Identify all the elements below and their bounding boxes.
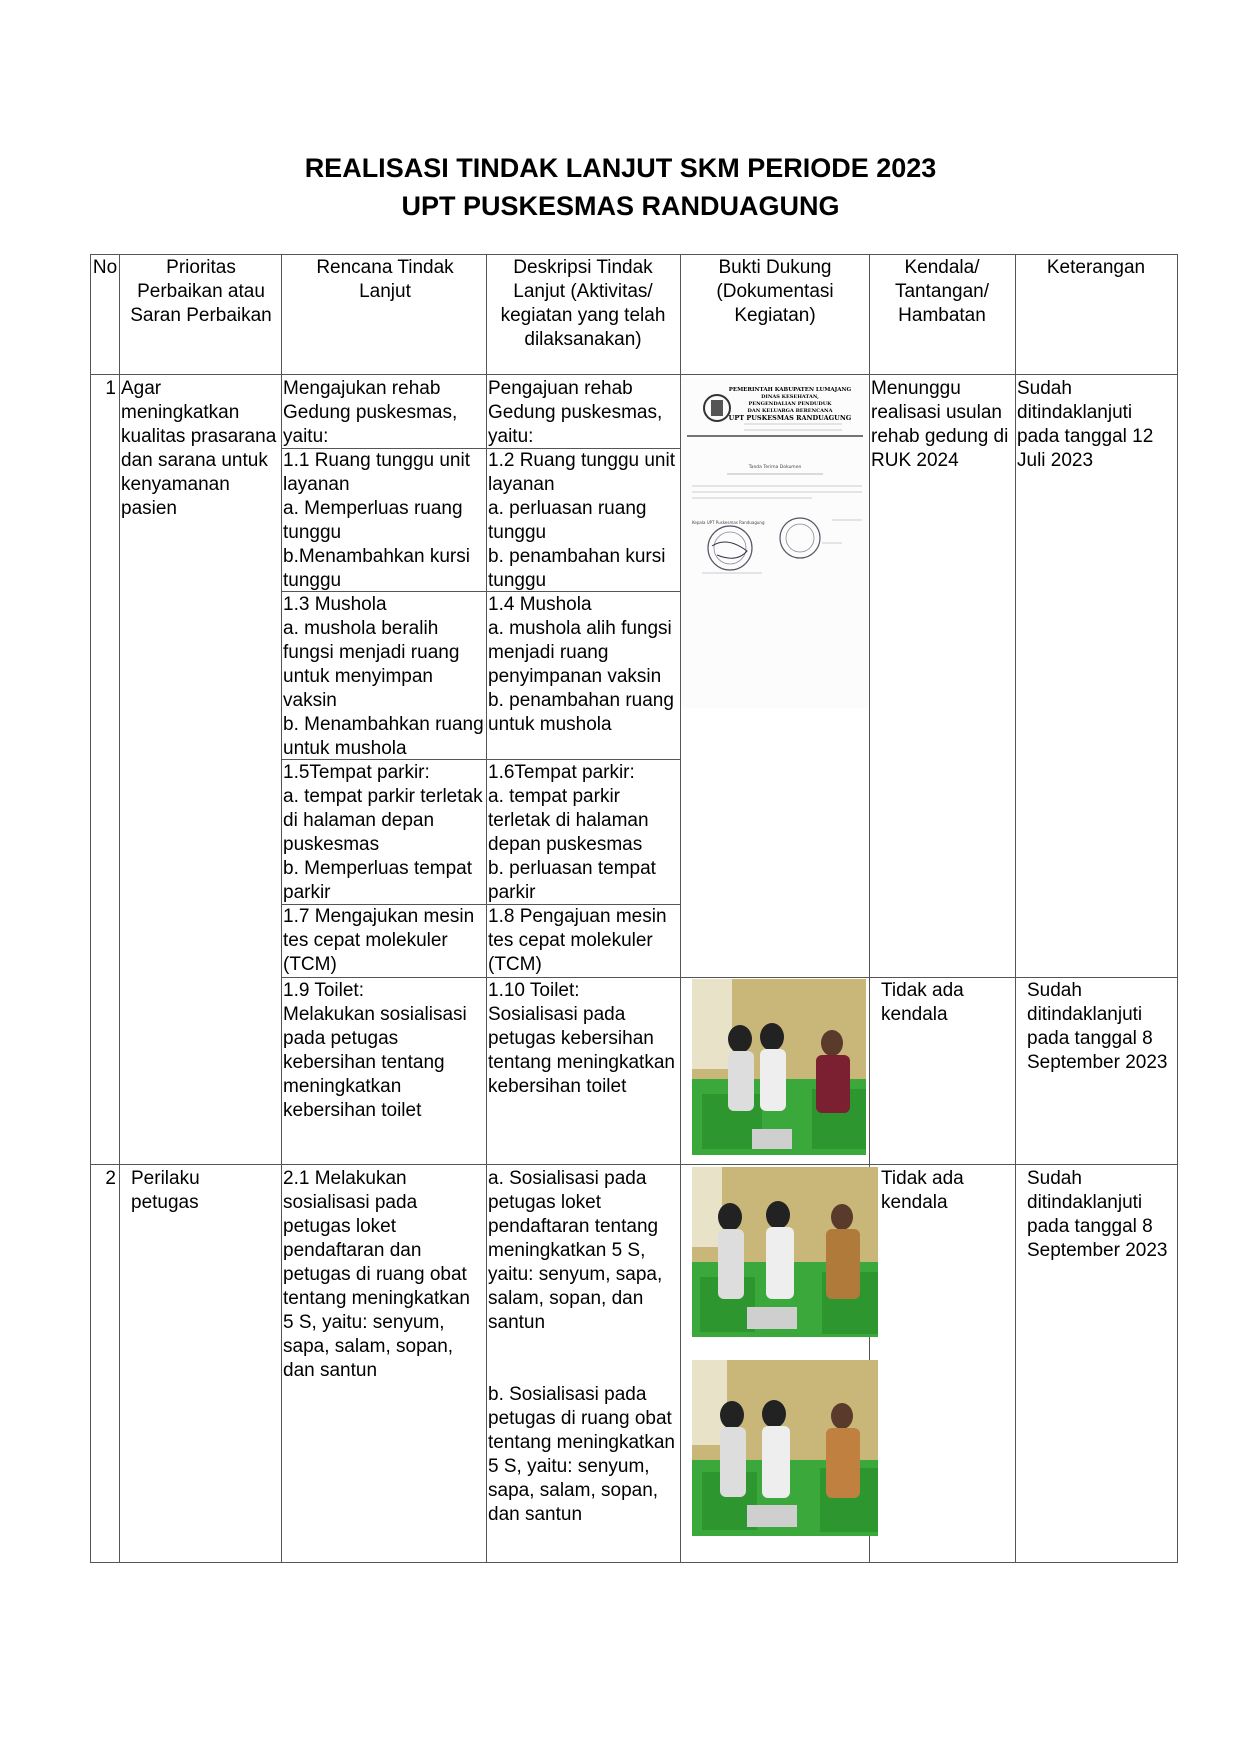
row1-rencana-toilet: 1.9 Toilet: Melakukan sosialisasi pada petugas kebersihan tentang meningkatkan kebersihan toilet <box>283 980 467 1121</box>
evidence-photo-ruang-obat <box>692 1360 878 1536</box>
doc-header-line: PENGENDALIAN PENDUDUK <box>748 401 832 407</box>
row1-deskripsi-parkir: 1.6Tempat parkir: a. tempat parkir terletak di halaman depan puskesmas b. perluasan tempat parkir <box>488 762 656 903</box>
header-deskripsi: Deskripsi Tindak Lanjut (Aktivitas/ kegiatan yang telah dilaksanakan) <box>500 257 666 350</box>
row1-rencana-intro: Mengajukan rehab Gedung puskesmas, yaitu: <box>283 378 458 447</box>
row2-prioritas: Perilaku petugas <box>131 1168 200 1213</box>
doc-header-line: DAN KELUARGA BERENCANA <box>747 408 833 414</box>
doc-header-line: PEMERINTAH KABUPATEN LUMAJANG <box>728 387 852 393</box>
header-no: No <box>92 257 118 278</box>
row1-rencana-parkir: 1.5Tempat parkir: a. tempat parkir terletak di halaman depan puskesmas b. Memperluas tempat parkir <box>283 762 483 903</box>
evidence-photo-loket <box>692 1167 878 1337</box>
evidence-photo-toilet <box>692 979 866 1155</box>
row1-prioritas: Agar meningkatkan kualitas prasarana dan sarana untuk kenyamanan pasien <box>121 378 277 519</box>
row2-rencana: 2.1 Melakukan sosialisasi pada petugas loket pendaftaran dan petugas di ruang obat tentang meningkatkan 5 S, yaitu: senyum, sapa, salam, sopan, dan santun <box>283 1168 470 1381</box>
row2-keterangan: Sudah ditindaklanjuti pada tanggal 8 September 2023 <box>1027 1168 1168 1261</box>
row2-deskripsi-ruang-obat: b. Sosialisasi pada petugas di ruang obat tentang meningkatkan 5 S, yaitu: senyum, sapa, salam, sopan, dan santun <box>488 1384 675 1525</box>
header-kendala: Kendala/ Tantangan/ Hambatan <box>894 257 990 326</box>
row1-keterangan-rehab: Sudah ditindaklanjuti pada tanggal 12 Juli 2023 <box>1017 378 1154 471</box>
row1-deskripsi-toilet: 1.10 Toilet: Sosialisasi pada petugas kebersihan tentang meningkatkan kebersihan toilet <box>488 980 675 1097</box>
row1-rencana-mushola: 1.3 Mushola a. mushola beralih fungsi menjadi ruang untuk menyimpan vaksin b. Menambahkan ruang untuk mushola <box>283 594 484 759</box>
row1-deskripsi-tcm: 1.8 Pengajuan mesin tes cepat molekuler (TCM) <box>488 906 667 975</box>
document-title: REALISASI TINDAK LANJUT SKM PERIODE 2023 <box>304 153 937 183</box>
document-subtitle: UPT PUSKESMAS RANDUAGUNG <box>401 191 840 221</box>
doc-sub-title: Tanda Terima Dokumen <box>748 465 802 470</box>
doc-header-line: DINAS KESEHATAN, <box>761 394 819 400</box>
header-prioritas: Prioritas Perbaikan atau Saran Perbaikan <box>130 257 272 326</box>
header-rencana: Rencana Tindak Lanjut <box>316 257 454 302</box>
row1-kendala-rehab: Menunggu realisasi usulan rehab gedung di RUK 2024 <box>871 378 1009 471</box>
row1-no: 1 <box>105 378 116 399</box>
header-bukti: Bukti Dukung (Dokumentasi Kegiatan) <box>716 257 834 326</box>
row2-kendala: Tidak ada kendala <box>881 1168 964 1213</box>
row2-deskripsi-loket: a. Sosialisasi pada petugas loket pendaftaran tentang meningkatkan 5 S, yaitu: senyum, sapa, salam, sopan, dan santun <box>488 1168 663 1333</box>
row1-rencana-ruang-tunggu: 1.1 Ruang tunggu unit layanan a. Memperluas ruang tunggu b.Menambahkan kursi tunggu <box>283 450 470 591</box>
row1-deskripsi-intro: Pengajuan rehab Gedung puskesmas, yaitu: <box>488 378 663 447</box>
evidence-document-scan <box>682 378 868 708</box>
row1-deskripsi-ruang-tunggu: 1.2 Ruang tunggu unit layanan a. perluasan ruang tunggu b. penambahan kursi tunggu <box>488 450 675 591</box>
doc-header-line: UPT PUSKESMAS RANDUAGUNG <box>728 414 852 422</box>
row1-kendala-toilet: Tidak ada kendala <box>881 980 964 1025</box>
header-keterangan: Keterangan <box>1046 257 1146 278</box>
row1-keterangan-toilet: Sudah ditindaklanjuti pada tanggal 8 September 2023 <box>1027 980 1168 1073</box>
row1-rencana-tcm: 1.7 Mengajukan mesin tes cepat molekuler (TCM) <box>283 906 475 975</box>
row2-no: 2 <box>105 1168 116 1189</box>
row1-deskripsi-mushola: 1.4 Mushola a. mushola alih fungsi menjadi ruang penyimpanan vaksin b. penambahan ruang untuk mushola <box>488 594 674 735</box>
doc-signer: Kepala UPT Puskesmas Randuagung <box>692 520 765 525</box>
